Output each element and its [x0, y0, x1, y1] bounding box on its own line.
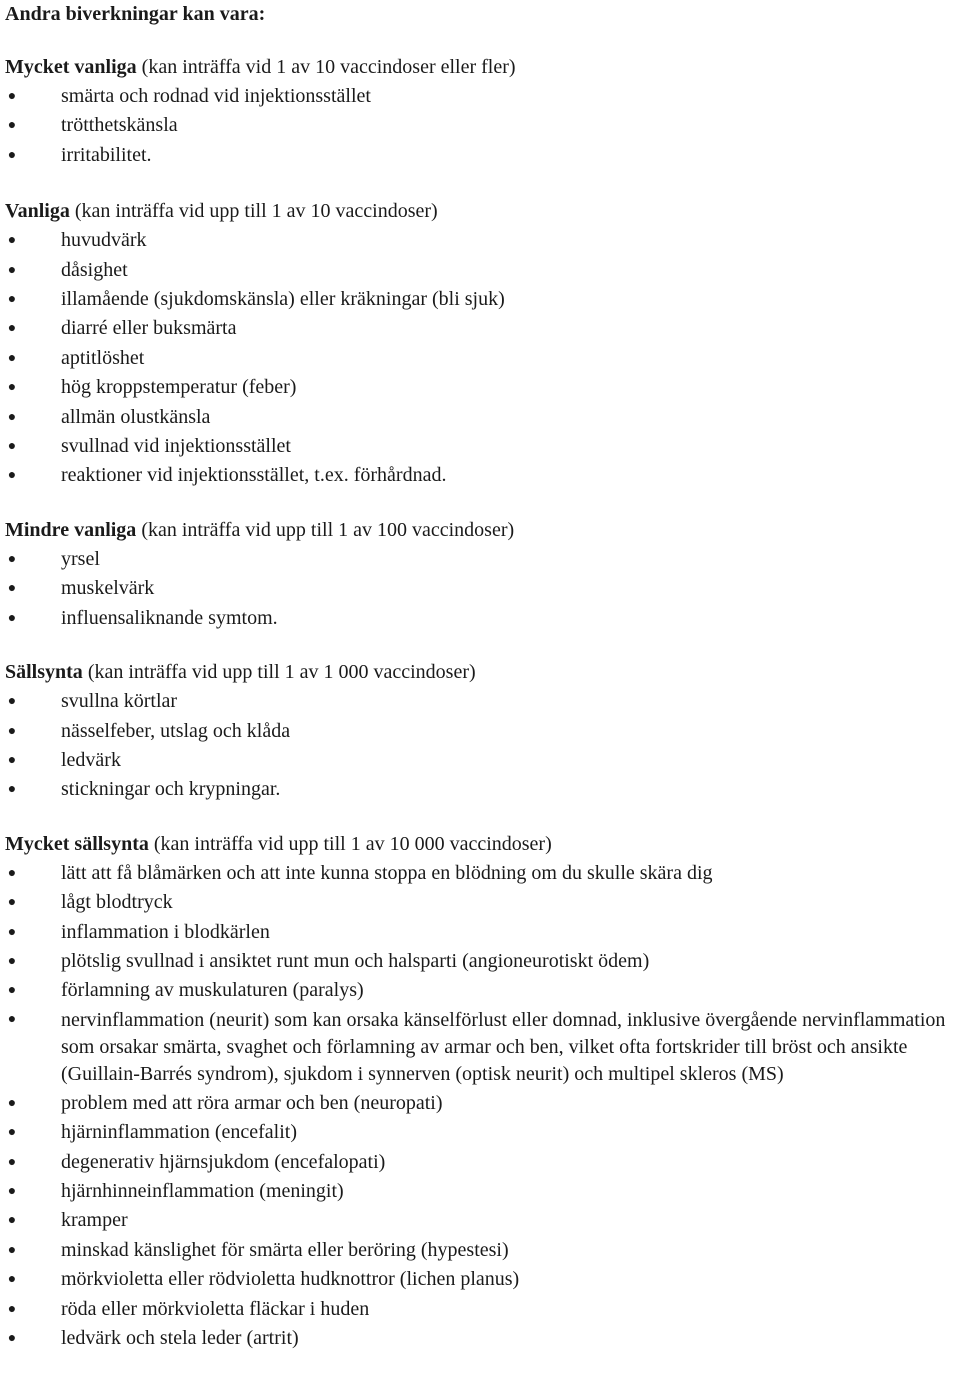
bullet-icon: ●: [7, 1301, 17, 1317]
bullet-icon: ●: [7, 1011, 17, 1027]
bullet-icon: ●: [7, 895, 17, 911]
list-item-text: degenerativ hjärnsjukdom (encefalopati): [61, 1150, 386, 1173]
bullet-icon: ●: [7, 1183, 17, 1199]
list-item: [5, 1236, 960, 1265]
list-item: [5, 918, 960, 947]
bullet-icon: ●: [7, 1213, 17, 1229]
section-heading: [5, 830, 960, 859]
section-heading: [5, 197, 960, 226]
list-item: [5, 403, 960, 432]
list-item: [5, 285, 960, 314]
list-item: [5, 775, 960, 804]
list-item-text: nervinflammation (neurit) som kan orsaka känselförlust eller domnad, inklusive övergående nervinflammation som orsakar smärta, svaghet och förlamning av armar och ben, vilket ofta fortskrider till bröst och ansikte (Guillain-Barrés syndrom), sjukdom i synnerven (optisk neurit) och multipel skleros (MS): [61, 1008, 946, 1085]
bullet-icon: ●: [7, 118, 17, 134]
list-item-text: ledvärk: [61, 748, 121, 771]
bullet-icon: ●: [7, 1125, 17, 1141]
side-effect-list: [5, 859, 960, 1354]
list-item-text: ledvärk och stela leder (artrit): [61, 1327, 299, 1349]
frequency-label: Mindre vanliga: [5, 518, 137, 541]
frequency-section-rare: [5, 658, 960, 805]
frequency-section-common: [5, 197, 960, 491]
list-item-text: lågt blodtryck: [61, 891, 173, 914]
frequency-description: (kan inträffa vid upp till 1 av 100 vaccindoser): [141, 518, 515, 541]
bullet-icon: ●: [7, 581, 17, 597]
list-item: [5, 1324, 960, 1353]
list-item-text: plötslig svullnad i ansiktet runt mun och halsparti (angioneurotiskt ödem): [61, 949, 650, 972]
bullet-icon: ●: [7, 1331, 17, 1346]
bullet-icon: ●: [7, 439, 17, 455]
list-item-text: dåsighet: [61, 258, 128, 281]
bullet-icon: ●: [7, 551, 17, 567]
list-item-text: allmän olustkänsla: [61, 405, 211, 428]
list-item: [5, 1148, 960, 1177]
list-item: [5, 314, 960, 343]
list-item-text: kramper: [61, 1209, 128, 1232]
frequency-description: (kan inträffa vid upp till 1 av 10 vaccindoser): [74, 200, 438, 223]
list-item: [5, 1265, 960, 1294]
bullet-icon: ●: [7, 752, 17, 768]
bullet-icon: ●: [7, 380, 17, 396]
frequency-label: Vanliga: [5, 200, 70, 223]
bullet-icon: ●: [7, 321, 17, 337]
list-item-text: svullnad vid injektionsstället: [61, 435, 291, 458]
list-item-text: minskad känslighet för smärta eller beröring (hypestesi): [61, 1238, 509, 1261]
bullet-icon: ●: [7, 292, 17, 308]
list-item: [5, 888, 960, 917]
bullet-icon: ●: [7, 983, 17, 999]
bullet-icon: ●: [7, 409, 17, 425]
section-heading: [5, 53, 960, 82]
frequency-label: Sällsynta: [5, 661, 83, 684]
list-item: [5, 111, 960, 140]
list-item: [5, 604, 960, 633]
list-item: [5, 1006, 960, 1089]
list-item: [5, 1118, 960, 1147]
list-item: [5, 226, 960, 255]
list-item: [5, 1089, 960, 1118]
bullet-icon: ●: [7, 350, 17, 366]
list-item: [5, 1295, 960, 1324]
side-effect-list: [5, 687, 960, 805]
bullet-icon: ●: [7, 147, 17, 163]
list-item-text: trötthetskänsla: [61, 114, 178, 137]
frequency-section-uncommon: [5, 516, 960, 633]
bullet-icon: ●: [7, 1095, 17, 1111]
frequency-label: Mycket sällsynta: [5, 832, 149, 855]
bullet-icon: ●: [7, 723, 17, 739]
list-item-text: illamående (sjukdomskänsla) eller kräkningar (bli sjuk): [61, 288, 505, 311]
list-item: [5, 432, 960, 461]
list-item: [5, 82, 960, 111]
list-item-text: problem med att röra armar och ben (neuropati): [61, 1091, 443, 1114]
list-item: [5, 687, 960, 716]
list-item-text: mörkvioletta eller rödvioletta hudknottror (lichen planus): [61, 1268, 520, 1291]
list-item-text: muskelvärk: [61, 577, 155, 600]
list-item-text: reaktioner vid injektionsstället, t.ex. förhårdnad.: [61, 464, 447, 487]
list-item-text: influensaliknande symtom.: [61, 606, 278, 629]
list-item-text: hög kroppstemperatur (feber): [61, 376, 297, 399]
bullet-icon: ●: [7, 1272, 17, 1288]
frequency-description: (kan inträffa vid upp till 1 av 10 000 vaccindoser): [153, 832, 552, 855]
list-item-text: irritabilitet.: [61, 143, 152, 166]
list-item: [5, 746, 960, 775]
list-item: [5, 344, 960, 373]
bullet-icon: ●: [7, 865, 17, 881]
bullet-icon: ●: [7, 694, 17, 710]
list-item-text: röda eller mörkvioletta fläckar i huden: [61, 1297, 370, 1320]
list-item-text: hjärninflammation (encefalit): [61, 1121, 298, 1144]
frequency-section-very-common: [5, 53, 960, 170]
bullet-icon: ●: [7, 924, 17, 940]
list-item-text: lätt att få blåmärken och att inte kunna stoppa en blödning om du skulle skära dig: [61, 861, 713, 884]
frequency-section-very-rare: [5, 830, 960, 1354]
list-item-text: svullna körtlar: [61, 690, 178, 713]
side-effect-list: [5, 545, 960, 633]
document-title: Andra biverkningar kan vara:: [5, 3, 266, 25]
list-item-text: förlamning av muskulaturen (paralys): [61, 979, 364, 1002]
list-item: [5, 373, 960, 402]
list-item-text: nässelfeber, utslag och klåda: [61, 719, 291, 742]
list-item: [5, 947, 960, 976]
list-item-text: hjärnhinneinflammation (meningit): [61, 1179, 344, 1202]
list-item: [5, 1206, 960, 1235]
bullet-icon: ●: [7, 953, 17, 969]
section-heading: [5, 516, 960, 545]
bullet-icon: ●: [7, 468, 17, 484]
frequency-description: (kan inträffa vid 1 av 10 vaccindoser eller fler): [141, 56, 516, 78]
frequency-description: (kan inträffa vid upp till 1 av 1 000 vaccindoser): [87, 661, 476, 684]
frequency-label: Mycket vanliga: [5, 56, 137, 78]
list-item: [5, 141, 960, 170]
list-item: [5, 461, 960, 490]
list-item: [5, 859, 960, 888]
list-item-text: smärta och rodnad vid injektionsstället: [61, 85, 371, 107]
list-item-text: yrsel: [61, 547, 100, 570]
list-item: [5, 717, 960, 746]
bullet-icon: ●: [7, 262, 17, 278]
list-item: [5, 545, 960, 574]
list-item-text: diarré eller buksmärta: [61, 317, 237, 340]
list-item-text: inflammation i blodkärlen: [61, 920, 270, 943]
section-heading: [5, 658, 960, 687]
side-effect-list: [5, 226, 960, 491]
list-item: [5, 1177, 960, 1206]
list-item-text: stickningar och krypningar.: [61, 778, 281, 801]
bullet-icon: ●: [7, 89, 17, 104]
list-item-text: aptitlöshet: [61, 346, 145, 369]
bullet-icon: ●: [7, 610, 17, 626]
bullet-icon: ●: [7, 782, 17, 798]
list-item: [5, 574, 960, 603]
bullet-icon: ●: [7, 1242, 17, 1258]
list-item: [5, 256, 960, 285]
side-effect-list: [5, 82, 960, 170]
bullet-icon: ●: [7, 233, 17, 249]
list-item: [5, 976, 960, 1005]
list-item-text: huvudvärk: [61, 229, 147, 252]
bullet-icon: ●: [7, 1154, 17, 1170]
